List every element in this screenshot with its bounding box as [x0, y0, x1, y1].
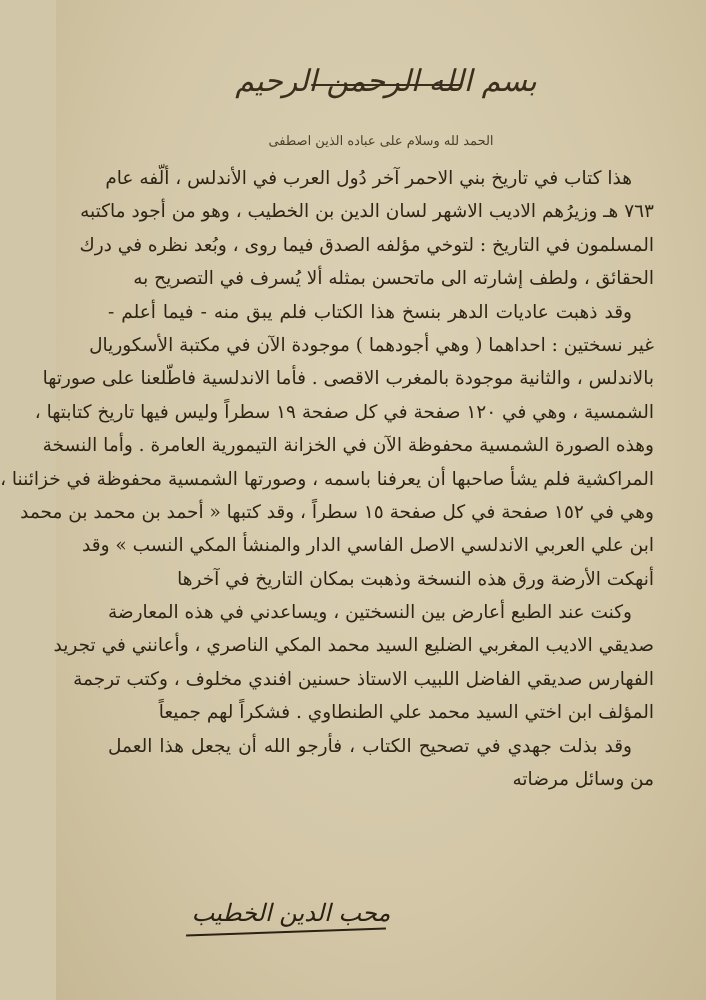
- author-signature: [176, 895, 406, 939]
- text-line: المراكشية فلم يشأ صاحبها أن يعرفنا باسمه ، وصورتها الشمسية محفوظة في خزائننا ،: [0, 468, 654, 490]
- text-line: الفهارس صديقي الفاضل اللبيب الاستاذ حسنين افندي مخلوف ، وكتب ترجمة: [73, 668, 654, 690]
- text-line: وهي في ١٥٢ صفحة في كل صفحة ١٥ سطراً ، وقد كتبها « أحمد بن محمد بن محمد: [20, 501, 654, 523]
- text-line: وقد ذهبت عاديات الدهر بنسخ هذا الكتاب فلم يبق منه - فيما أعلم -: [108, 301, 632, 323]
- text-line: المسلمون في التاريخ : لتوخي مؤلفه الصدق فيما روى ، وبُعد نظره في درك: [79, 234, 654, 256]
- text-line: أنهكت الأرضة ورق هذه النسخة وذهبت بمكان التاريخ في آخرها: [177, 568, 654, 590]
- basmala-text: بسم الله الرحمن الرحيم: [235, 64, 537, 99]
- basmala-calligraphy: [196, 58, 576, 128]
- text-line: الشمسية ، وهي في ١٢٠ صفحة في كل صفحة ١٩ سطراً وليس فيها تاريخ كتابتها ،: [34, 401, 654, 423]
- text-line: ابن علي العربي الاندلسي الاصل الفاسي الدار والمنشأ المكي النسب » وقد: [82, 535, 654, 557]
- text-line: ٧٦٣ هـ وزيرُهم الاديب الاشهر لسان الدين بن الخطيب ، وهو من أجود ماكتبه: [80, 201, 654, 223]
- text-line: وكنت عند الطبع أعارض بين النسختين ، ويساعدني في هذه المعارضة: [108, 602, 632, 624]
- text-line: من وسائل مرضاته: [512, 769, 654, 791]
- text-line: وهذه الصورة الشمسية محفوظة الآن في الخزانة التيمورية العامرة . وأما النسخة: [42, 435, 654, 457]
- text-line: المؤلف ابن اختي السيد محمد علي الطنطاوي . فشكراً لهم جميعاً: [158, 702, 654, 724]
- text-line: غير نسختين : احداهما ( وهي أجودهما ) موجودة الآن في مكتبة الأسكوريال: [89, 334, 654, 356]
- preface-body: [0, 162, 654, 796]
- text-line: الحقائق ، ولطف إشارته الى ماتحسن بمثله ألا يُسرف في التصريح به: [133, 268, 654, 290]
- signature-text: محب الدين الخطيب: [191, 899, 391, 927]
- text-line: وقد بذلت جهدي في تصحيح الكتاب ، فأرجو الله أن يجعل هذا العمل: [108, 735, 632, 757]
- text-line: هذا كتاب في تاريخ بني الاحمر آخر دُول العرب في الأندلس ، ألّفه عام: [105, 168, 632, 189]
- text-line: صديقي الاديب المغربي الضليع السيد محمد المكي الناصري ، وأعانني في تجريد: [53, 635, 654, 657]
- praise-line: الحمد لله وسلام على عباده الذين اصطفى: [268, 134, 494, 149]
- signature-underline: [186, 928, 386, 937]
- text-line: بالاندلس ، والثانية موجودة بالمغرب الاقصى . فأما الاندلسية فاطّلعنا على صورتها: [42, 368, 654, 390]
